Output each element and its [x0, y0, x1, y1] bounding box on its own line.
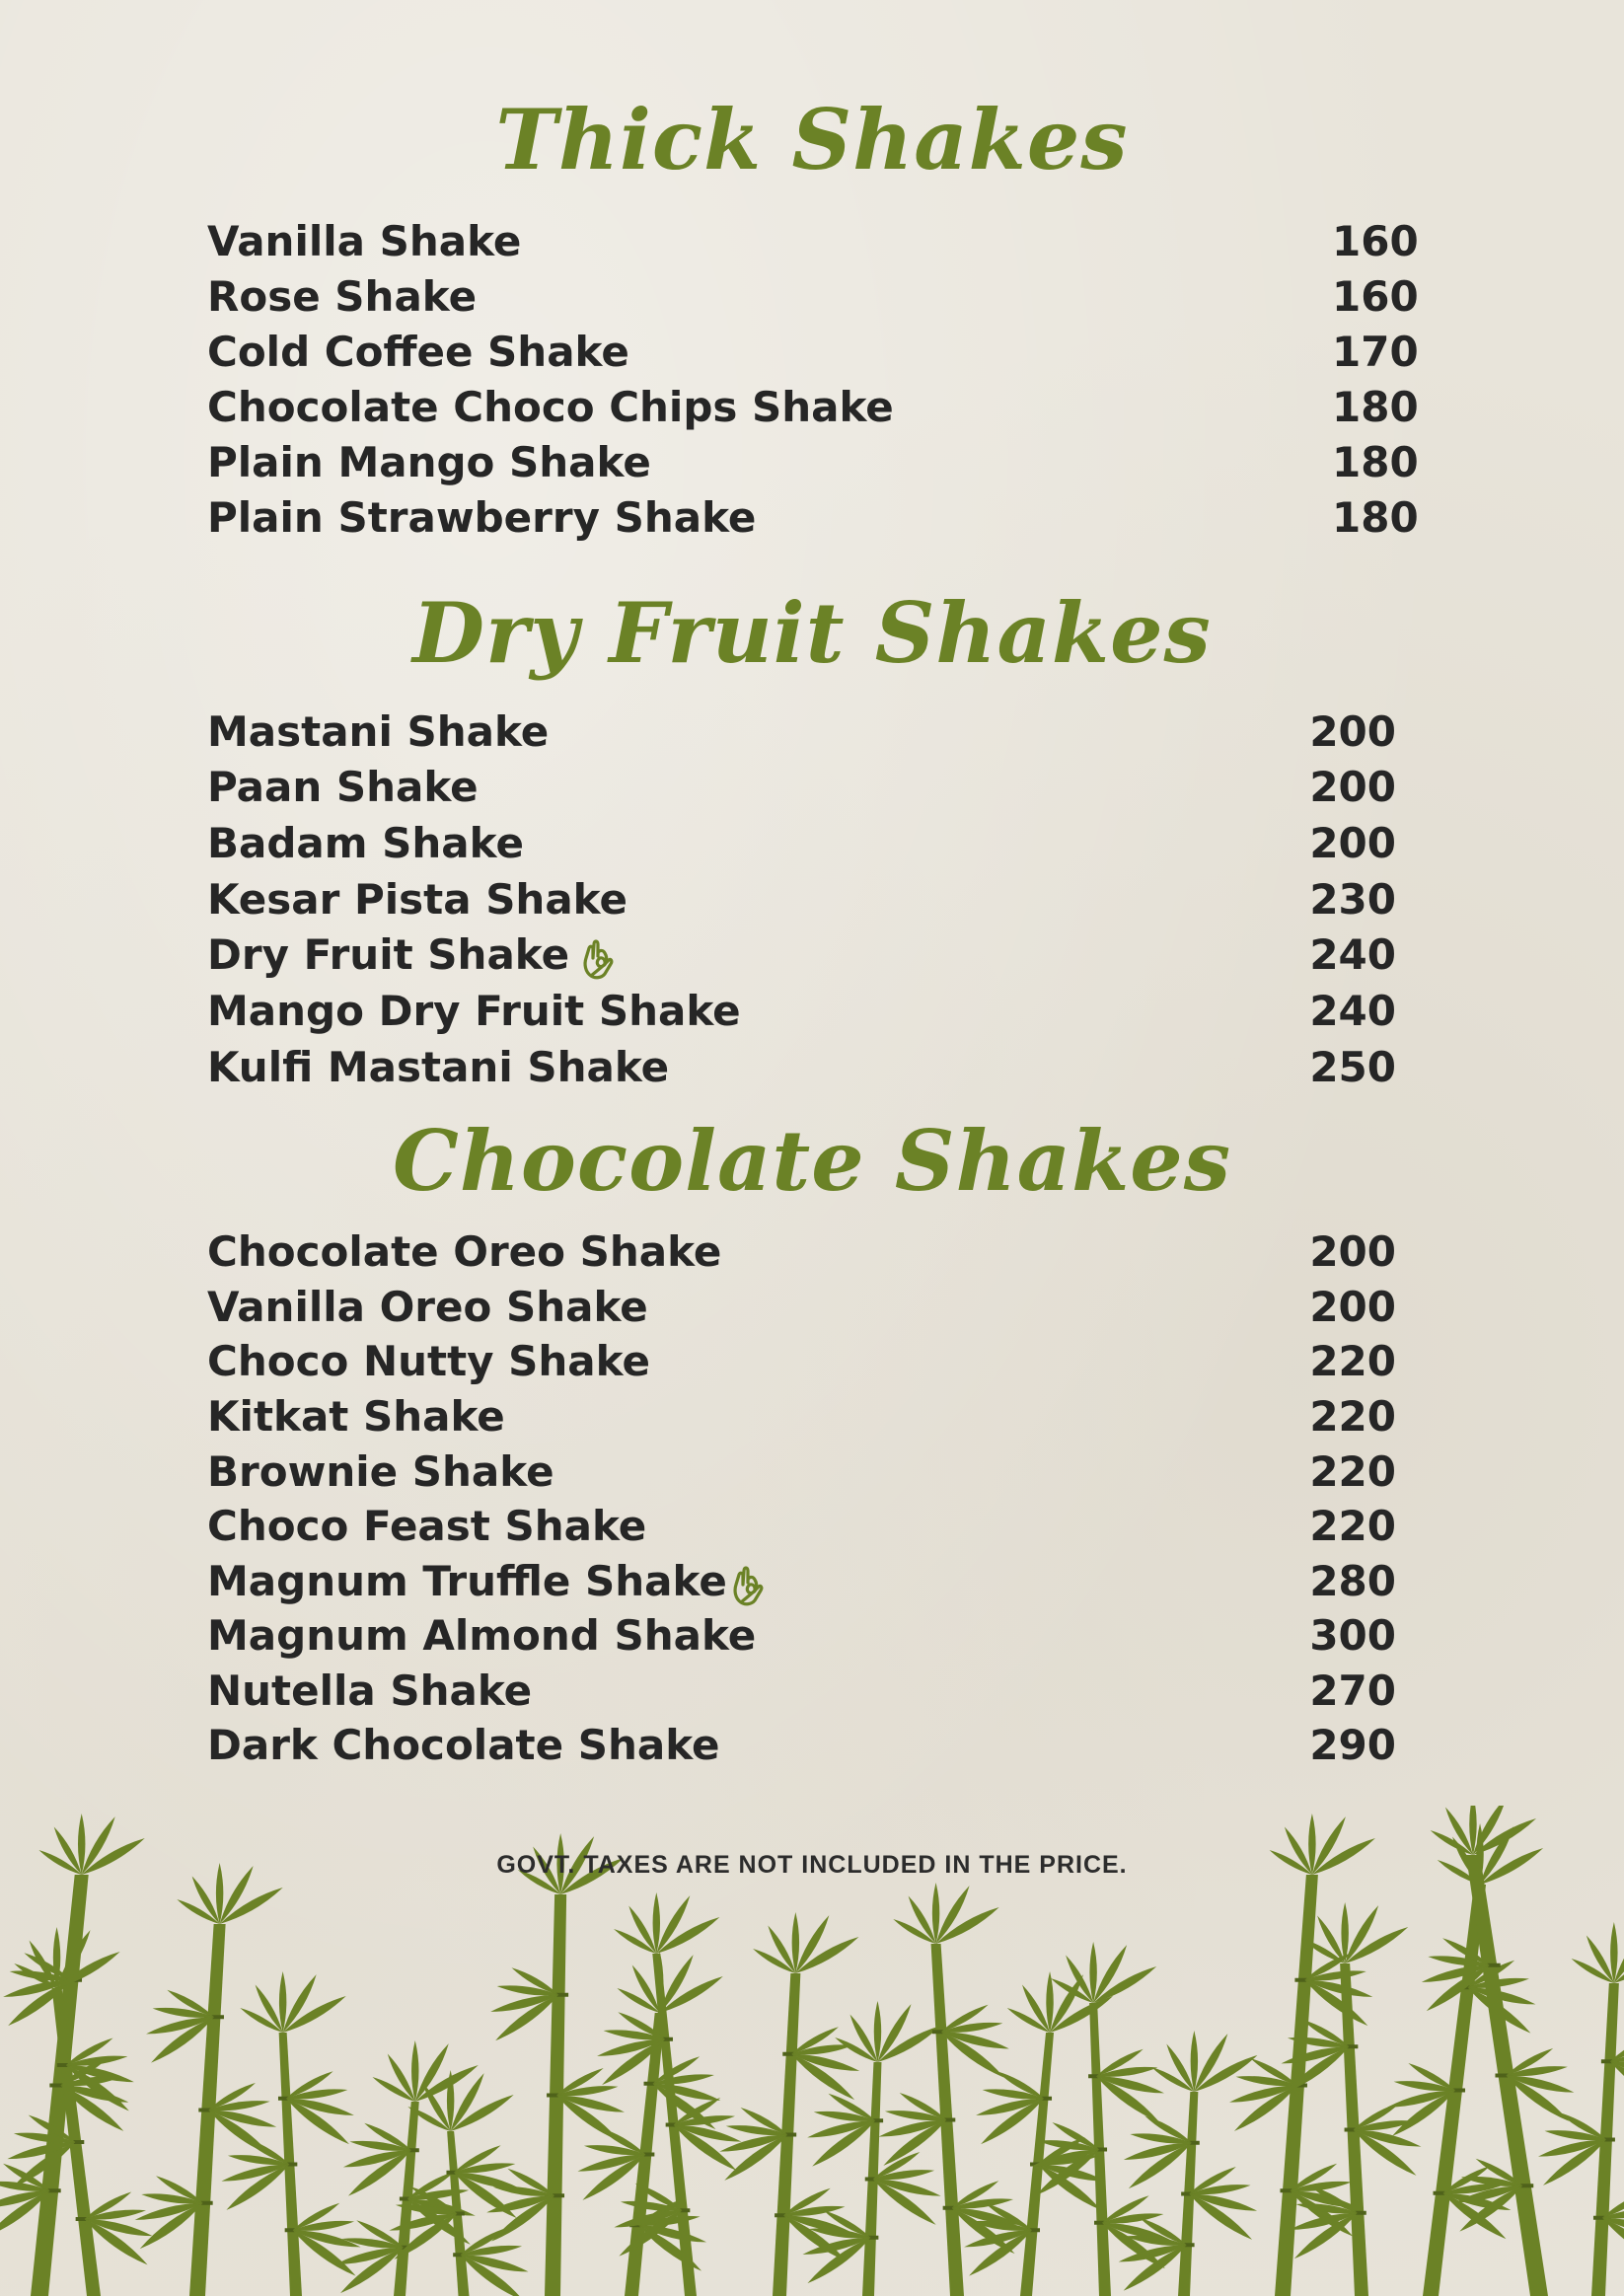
item-name: Dark Chocolate Shake: [207, 1721, 720, 1769]
ok-hand-icon: [581, 936, 615, 980]
item-name: Brownie Shake: [207, 1447, 554, 1496]
item-price: 180: [1332, 383, 1419, 431]
item-price: 280: [1309, 1557, 1396, 1605]
item-name: Chocolate Choco Chips Shake: [207, 383, 894, 431]
item-price: 230: [1309, 875, 1396, 924]
bamboo-leaf: [411, 2040, 418, 2102]
item-price: 220: [1309, 1447, 1396, 1496]
item-price: 170: [1332, 328, 1419, 376]
item-price: 200: [1309, 707, 1396, 756]
item-price: 200: [1309, 819, 1396, 867]
bamboo-leaf: [653, 1892, 660, 1954]
item-price: 240: [1309, 987, 1396, 1035]
ok-hand-icon: [731, 1563, 765, 1606]
item-price: 290: [1309, 1721, 1396, 1769]
item-price: 240: [1309, 930, 1396, 979]
item-price: 200: [1309, 763, 1396, 811]
item-name: Nutella Shake: [207, 1666, 533, 1715]
bamboo-leaf: [1191, 2031, 1198, 2092]
item-name: Choco Feast Shake: [207, 1502, 647, 1550]
bamboo-leaf: [874, 2001, 881, 2062]
item-name: Paan Shake: [207, 763, 479, 811]
item-name-text: Dry Fruit Shake: [207, 930, 570, 979]
item-price: 180: [1332, 438, 1419, 486]
item-name: Mango Dry Fruit Shake: [207, 987, 741, 1035]
item-price: 160: [1332, 217, 1419, 265]
item-price: 220: [1309, 1337, 1396, 1385]
item-price: 220: [1309, 1502, 1396, 1550]
item-name-text: Magnum Truffle Shake: [207, 1557, 727, 1605]
item-name: Cold Coffee Shake: [207, 328, 629, 376]
item-name: Kitkat Shake: [207, 1392, 505, 1441]
item-name: Vanilla Shake: [207, 217, 522, 265]
item-name: [207, 927, 615, 983]
bamboo-leaf: [1089, 1942, 1096, 2003]
item-price: 180: [1332, 493, 1419, 542]
item-name: Mastani Shake: [207, 707, 550, 756]
item-name: Badam Shake: [207, 819, 524, 867]
bamboo-leaf: [279, 1971, 286, 2033]
item-name: Plain Strawberry Shake: [207, 493, 757, 542]
item-price: 300: [1309, 1611, 1396, 1660]
section-title: Dry Fruit Shakes: [412, 584, 1212, 682]
item-name: Kulfi Mastani Shake: [207, 1043, 670, 1091]
item-price: 200: [1309, 1227, 1396, 1276]
item-name: Vanilla Oreo Shake: [207, 1283, 648, 1331]
bamboo-leaf: [1046, 1971, 1053, 2033]
bamboo-leaf: [1610, 1922, 1617, 1983]
bamboo-leaf: [932, 1883, 939, 1944]
item-name: Magnum Almond Shake: [207, 1611, 757, 1660]
item-name: Kesar Pista Shake: [207, 875, 627, 924]
tax-footnote: GOVT. TAXES ARE NOT INCLUDED IN THE PRICE.: [496, 1851, 1128, 1879]
item-price: 200: [1309, 1283, 1396, 1331]
item-price: 270: [1309, 1666, 1396, 1715]
item-name: Plain Mango Shake: [207, 438, 651, 486]
bamboo-leaf: [792, 1912, 799, 1973]
item-price: 250: [1309, 1043, 1396, 1091]
item-price: 160: [1332, 272, 1419, 321]
item-price: 220: [1309, 1392, 1396, 1441]
item-name: Rose Shake: [207, 272, 478, 321]
item-name: Choco Nutty Shake: [207, 1337, 650, 1385]
item-name: Chocolate Oreo Shake: [207, 1227, 722, 1276]
item-name: [207, 1554, 765, 1609]
section-title: Thick Shakes: [495, 91, 1129, 188]
section-title: Chocolate Shakes: [392, 1112, 1232, 1210]
